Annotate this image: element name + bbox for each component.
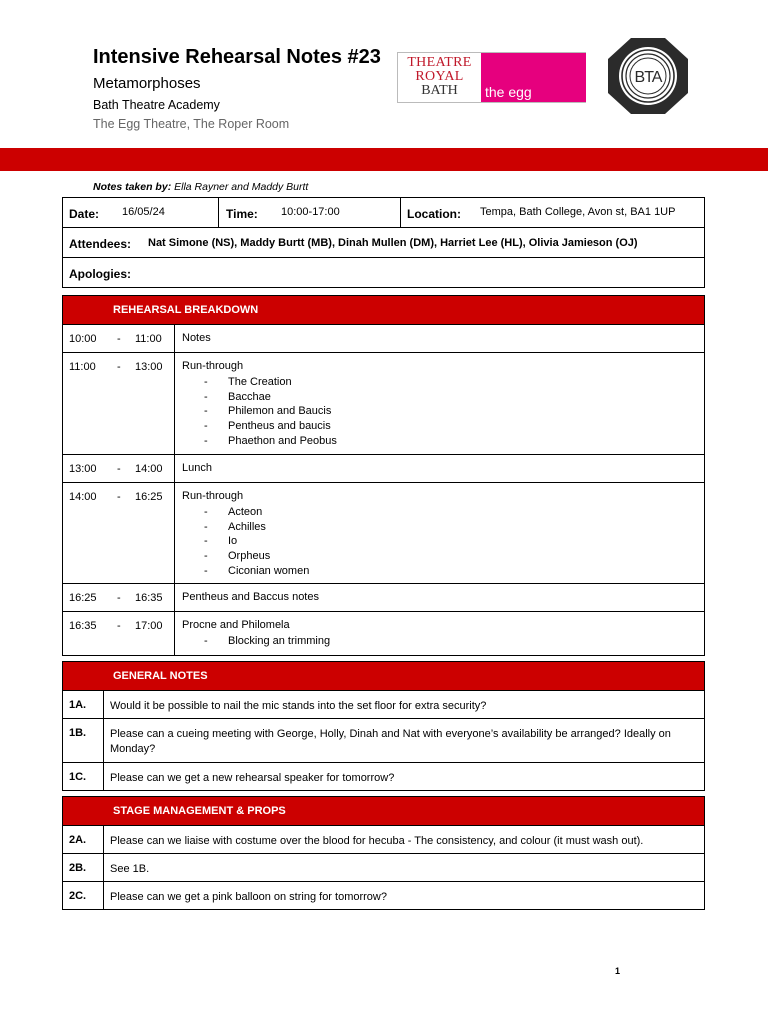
bta-logo xyxy=(607,37,689,115)
rehearsal-breakdown-table xyxy=(62,295,705,656)
general-notes-heading: GENERAL NOTES xyxy=(113,670,208,682)
bullet-dash: - xyxy=(204,635,208,647)
end-time: 11:00 xyxy=(135,333,162,345)
table-row xyxy=(63,583,704,611)
note-text: Please can we liaise with costume over the blood for hecuba - The consistency, and colour (it must wash out). xyxy=(110,835,644,847)
meeting-info-table xyxy=(62,197,705,288)
activity-subitem xyxy=(182,534,704,549)
note-code: 1A. xyxy=(69,699,87,711)
start-time: 10:00 xyxy=(69,333,97,345)
subitem-label: Phaethon and Peobus xyxy=(228,434,337,447)
table-row xyxy=(63,611,704,655)
note-text: Please can a cueing meeting with George, Holly, Dinah and Nat with everyone’s availability be arranged? Ideally on Monday? xyxy=(110,728,671,755)
activity-subitem xyxy=(182,434,704,449)
end-time: 17:00 xyxy=(135,620,163,632)
activity-subitem xyxy=(182,634,704,649)
time-cell xyxy=(63,325,175,352)
header-divider-bar xyxy=(0,148,768,171)
note-text-cell xyxy=(104,719,704,762)
stage-management-header xyxy=(63,797,704,825)
theatre-royal-bath-logo xyxy=(397,52,586,103)
activity-title: Run-through xyxy=(182,490,244,502)
note-row xyxy=(63,825,704,853)
time-cell xyxy=(63,483,175,583)
table-row xyxy=(63,482,704,583)
activity-title: Lunch xyxy=(182,462,212,474)
activity-title: Notes xyxy=(182,332,211,344)
start-time: 11:00 xyxy=(69,361,96,373)
start-time: 16:35 xyxy=(69,620,97,632)
date-value: 16/05/24 xyxy=(122,206,165,218)
note-text: See 1B. xyxy=(110,863,150,875)
time-cell xyxy=(63,455,175,482)
end-time: 16:35 xyxy=(135,592,163,604)
note-code-cell xyxy=(63,826,104,853)
note-code-cell xyxy=(63,691,104,718)
svg-text:BTA: BTA xyxy=(634,69,662,86)
end-time: 14:00 xyxy=(135,463,163,475)
activity-cell xyxy=(182,591,704,606)
table-row xyxy=(63,324,704,352)
note-text-cell xyxy=(104,763,704,790)
general-notes-header xyxy=(63,662,704,690)
logo-text-bath: BATH xyxy=(421,83,458,98)
activity-subitem xyxy=(182,419,704,434)
note-text: Would it be possible to nail the mic stands into the set floor for extra security? xyxy=(110,700,487,712)
subitem-label: Blocking an trimming xyxy=(228,635,331,647)
start-time: 14:00 xyxy=(69,491,97,503)
bullet-dash: - xyxy=(204,434,208,447)
bullet-dash: - xyxy=(204,405,208,418)
subitem-label: Philemon and Baucis xyxy=(228,405,332,418)
stage-management-heading: STAGE MANAGEMENT & PROPS xyxy=(113,805,286,817)
notes-taken-by xyxy=(93,181,308,193)
time-separator: - xyxy=(117,333,121,345)
location-value: Tempa, Bath College, Avon st, BA1 1UP xyxy=(480,206,676,218)
table-row xyxy=(63,454,704,482)
time-separator: - xyxy=(117,463,121,475)
activity-cell xyxy=(182,332,704,347)
venue-name: The Egg Theatre, The Roper Room xyxy=(93,117,290,131)
note-row xyxy=(63,718,704,762)
note-text-cell xyxy=(104,854,704,881)
time-cell xyxy=(63,353,175,454)
date-label: Date: xyxy=(69,207,100,221)
page-number: 1 xyxy=(615,966,621,976)
note-row xyxy=(63,762,704,790)
time-cell xyxy=(63,584,175,611)
rehearsal-breakdown-heading: REHEARSAL BREAKDOWN xyxy=(113,304,259,316)
start-time: 16:25 xyxy=(69,592,97,604)
subitem-label: Orpheus xyxy=(228,550,271,563)
activity-subitem xyxy=(182,375,704,390)
subitem-label: Achilles xyxy=(228,520,266,533)
activity-cell xyxy=(182,462,704,477)
production-title: Metamorphoses xyxy=(93,75,201,92)
start-time: 13:00 xyxy=(69,463,97,475)
note-text-cell xyxy=(104,882,704,909)
note-text-cell xyxy=(104,691,704,718)
activity-subitem xyxy=(182,549,704,564)
activity-title: Run-through xyxy=(182,360,244,372)
attendees-value: Nat Simone (NS), Maddy Burtt (MB), Dinah Mullen (DM), Harriet Lee (HL), Olivia Jamieson (OJ) xyxy=(148,237,638,249)
activity-subitem xyxy=(182,564,704,579)
logo-text-the-egg: the egg xyxy=(485,84,532,100)
bullet-dash: - xyxy=(204,564,208,577)
activity-cell xyxy=(182,619,704,649)
bullet-dash: - xyxy=(204,550,208,563)
time-value: 10:00-17:00 xyxy=(281,206,340,218)
note-row xyxy=(63,690,704,718)
organisation-name: Bath Theatre Academy xyxy=(93,98,220,112)
logo-text-theatre: THEATRE xyxy=(407,55,472,70)
subitem-label: The Creation xyxy=(228,376,292,388)
bullet-dash: - xyxy=(204,506,208,518)
notes-taken-by-value: Ella Rayner and Maddy Burtt xyxy=(171,181,309,193)
note-code-cell xyxy=(63,719,104,762)
time-separator: - xyxy=(117,491,121,503)
activity-subitem xyxy=(182,520,704,535)
note-row xyxy=(63,853,704,881)
subitem-label: Pentheus and baucis xyxy=(228,420,331,433)
time-label: Time: xyxy=(226,207,258,221)
note-text: Please can we get a pink balloon on string for tomorrow? xyxy=(110,891,387,903)
general-notes-table xyxy=(62,661,705,791)
activity-title: Pentheus and Baccus notes xyxy=(182,591,319,603)
note-code: 2A. xyxy=(69,834,87,846)
time-separator: - xyxy=(117,592,121,604)
location-label: Location: xyxy=(407,207,461,221)
time-separator: - xyxy=(117,620,121,632)
activity-cell xyxy=(182,360,704,448)
table-row xyxy=(63,352,704,454)
note-text-cell xyxy=(104,826,704,853)
end-time: 16:25 xyxy=(135,491,163,503)
bullet-dash: - xyxy=(204,420,208,433)
bullet-dash: - xyxy=(204,390,208,403)
activity-subitem xyxy=(182,505,704,520)
time-cell xyxy=(63,612,175,655)
activity-title: Procne and Philomela xyxy=(182,619,290,631)
note-code: 1C. xyxy=(69,771,87,783)
rehearsal-breakdown-header xyxy=(63,296,704,324)
note-row xyxy=(63,881,704,909)
bullet-dash: - xyxy=(204,535,208,548)
subitem-label: Ciconian women xyxy=(228,564,310,577)
note-code: 2B. xyxy=(69,862,87,874)
note-code-cell xyxy=(63,854,104,881)
end-time: 13:00 xyxy=(135,361,163,373)
bullet-dash: - xyxy=(204,520,208,533)
subitem-label: Acteon xyxy=(228,506,263,518)
activity-subitem xyxy=(182,390,704,405)
subitem-label: Io xyxy=(228,535,238,548)
subitem-label: Bacchae xyxy=(228,390,271,403)
note-code-cell xyxy=(63,763,104,790)
page-title: Intensive Rehearsal Notes #23 xyxy=(93,46,381,68)
note-text: Please can we get a new rehearsal speaker for tomorrow? xyxy=(110,772,395,784)
stage-management-table xyxy=(62,796,705,910)
bullet-dash: - xyxy=(204,376,208,388)
activity-subitem xyxy=(182,404,704,419)
attendees-label: Attendees: xyxy=(69,237,132,251)
time-separator: - xyxy=(117,361,121,373)
activity-cell xyxy=(182,490,704,578)
note-code: 2C. xyxy=(69,890,87,902)
note-code: 1B. xyxy=(69,727,87,739)
logo-text-royal: ROYAL xyxy=(415,69,464,84)
apologies-label: Apologies: xyxy=(69,267,131,281)
notes-taken-by-label: Notes taken by: xyxy=(93,181,172,193)
note-code-cell xyxy=(63,882,104,909)
